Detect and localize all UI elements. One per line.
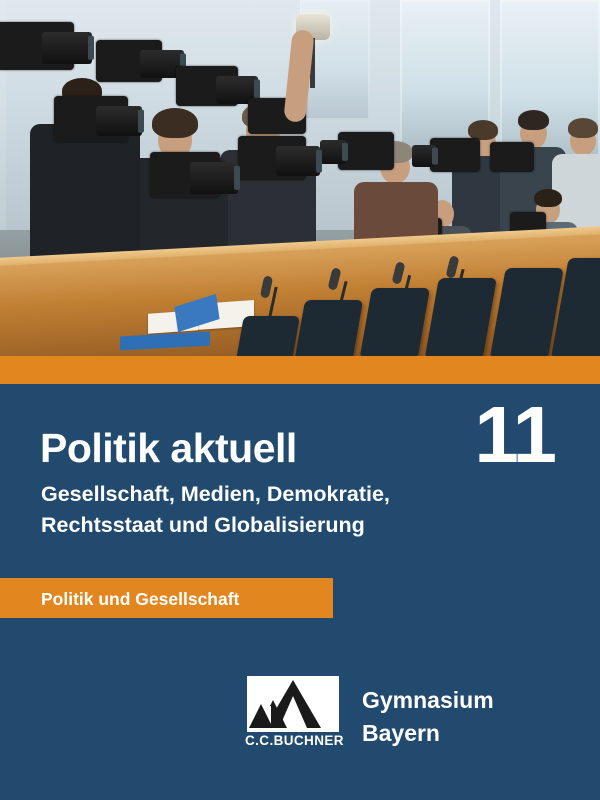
person-hair [468, 120, 498, 140]
subject-tag [0, 578, 333, 618]
subtitle-line-1: Gesellschaft, Medien, Demokratie, [41, 482, 390, 506]
ccbuchner-logo-mark [247, 676, 339, 732]
person-hair [152, 108, 198, 138]
grade-number: 11 [474, 390, 555, 479]
subject-tag-label: Politik und Gesellschaft [41, 589, 240, 609]
camera-lens [190, 162, 238, 194]
camera-lens [42, 32, 92, 64]
person-hair [518, 110, 549, 130]
person-hair [568, 118, 598, 138]
chair [295, 300, 363, 356]
person-hair [534, 189, 562, 207]
cover-photo [0, 0, 600, 356]
camera-lens [276, 146, 320, 176]
school-info [362, 684, 494, 749]
publisher-wordmark: C.C.BUCHNER [245, 733, 344, 748]
publisher-block [0, 676, 600, 776]
book-subtitle [41, 479, 511, 541]
camera-lens [320, 140, 346, 164]
orange-divider [0, 356, 600, 384]
cover-text-panel [0, 384, 600, 800]
camera [490, 142, 534, 172]
camera-lens [96, 106, 142, 136]
chair [236, 316, 300, 356]
publisher-logo [245, 676, 344, 754]
camera-lens [412, 145, 436, 167]
chair [360, 288, 430, 356]
state-name: Bayern [362, 719, 440, 746]
school-type: Gymnasium [362, 687, 494, 713]
subtitle-line-2: Rechtsstaat und Globalisierung [41, 513, 365, 538]
book-title: Politik aktuell [40, 425, 297, 471]
